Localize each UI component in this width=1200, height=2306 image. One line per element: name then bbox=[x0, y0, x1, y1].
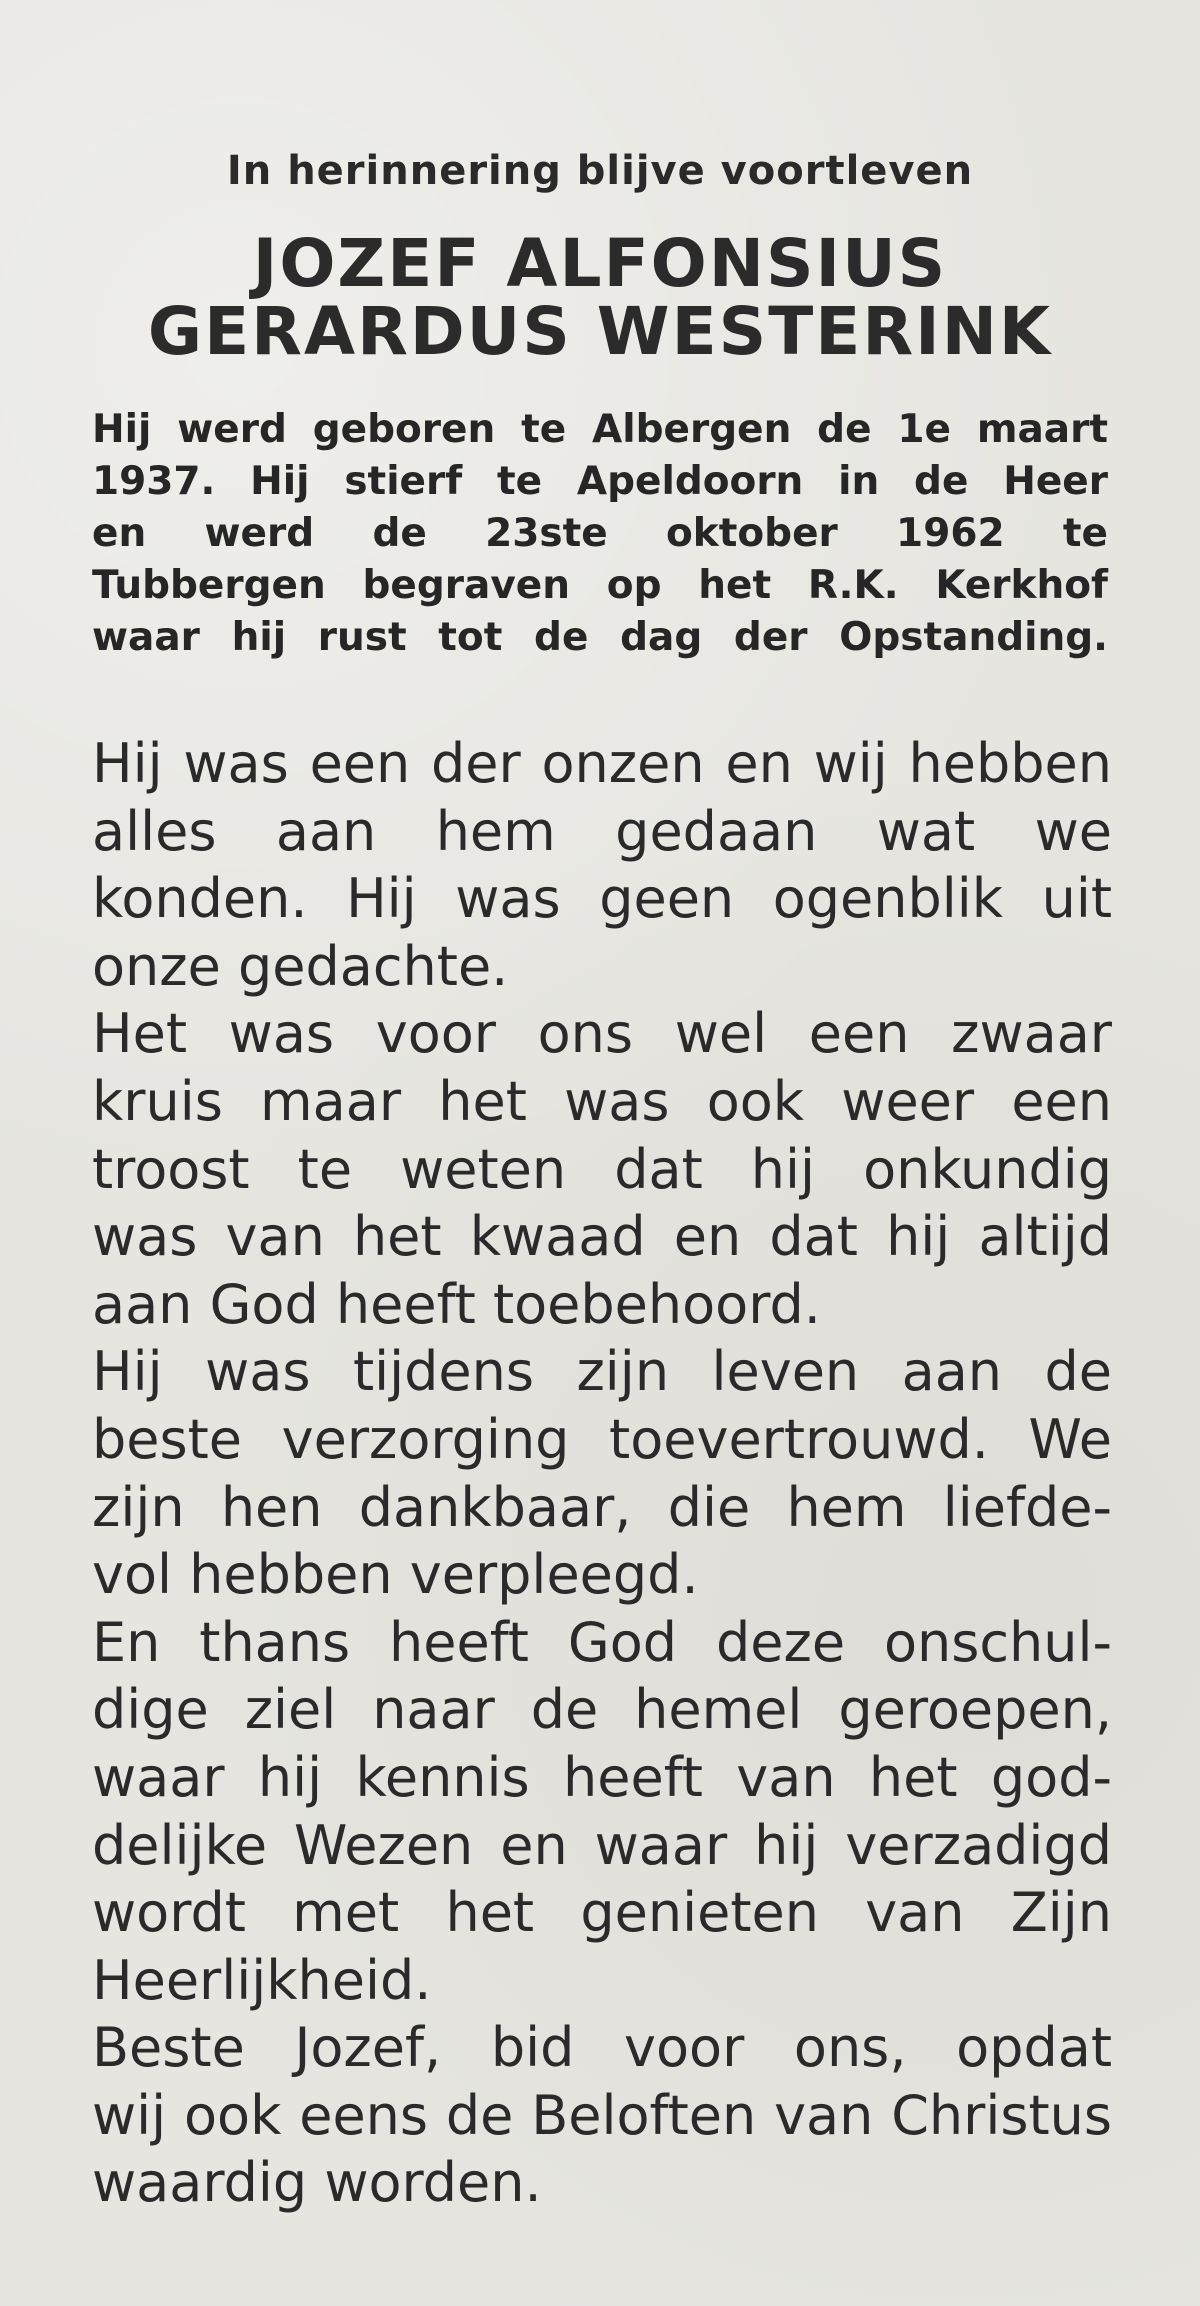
intro-line: In herinnering blijve voortleven bbox=[226, 148, 974, 194]
deceased-name-line-1: JOZEF ALFONSIUS bbox=[252, 225, 948, 302]
text-line: aan God heeft toebehoord. bbox=[92, 1272, 821, 1336]
text-line: Het was voor ons wel een zwaar bbox=[92, 1002, 1112, 1066]
text-line: wordt met het genieten van Zijn bbox=[92, 1881, 1112, 1945]
facts-line: 1937. Hij stierf te Apeldoorn in de Heer bbox=[92, 459, 1108, 504]
text-line: Heerlijkheid. bbox=[92, 1948, 432, 2012]
text-line: waar hij kennis heeft van het god- bbox=[92, 1745, 1112, 1809]
text-line: wij ook eens de Beloften van Christus bbox=[92, 2083, 1112, 2147]
text-line: beste verzorging toevertrouwd. We bbox=[92, 1407, 1112, 1471]
text-line: Hij was tijdens zijn leven aan de bbox=[92, 1340, 1112, 1404]
memorial-text bbox=[92, 730, 1112, 2217]
text-line: troost te weten dat hij onkundig bbox=[92, 1137, 1112, 1201]
text-line: Hij was een der onzen en wij hebben bbox=[92, 732, 1112, 795]
facts-line: Hij werd geboren te Albergen de 1e maart bbox=[92, 407, 1108, 452]
text-line: vol hebben verpleegd. bbox=[92, 1543, 699, 1607]
biographical-facts bbox=[92, 404, 1108, 664]
text-line: alles aan hem gedaan wat we bbox=[92, 799, 1112, 863]
text-line: delijke Wezen en waar hij verzadigd bbox=[92, 1813, 1112, 1877]
text-line: dige ziel naar de hemel geroepen, bbox=[92, 1678, 1112, 1742]
text-line: En thans heeft God deze onschul- bbox=[92, 1610, 1112, 1674]
text-line: waardig worden. bbox=[92, 2151, 542, 2215]
text-line: onze gedachte. bbox=[92, 934, 509, 998]
text-line: zijn hen dankbaar, die hem liefde- bbox=[92, 1475, 1112, 1539]
text-line: was van het kwaad en dat hij altijd bbox=[92, 1205, 1112, 1269]
text-line: kruis maar het was ook weer een bbox=[92, 1069, 1112, 1133]
deceased-name-line-2: GERARDUS WESTERINK bbox=[147, 293, 1053, 370]
facts-line: waar hij rust tot de dag der Opstanding. bbox=[92, 615, 1108, 660]
text-line: Beste Jozef, bid voor ons, opdat bbox=[92, 2016, 1112, 2080]
facts-line: en werd de 23ste oktober 1962 te bbox=[92, 511, 1108, 556]
facts-line: Tubbergen begraven op het R.K. Kerkhof bbox=[92, 563, 1108, 608]
text-line: konden. Hij was geen ogenblik uit bbox=[92, 867, 1112, 931]
